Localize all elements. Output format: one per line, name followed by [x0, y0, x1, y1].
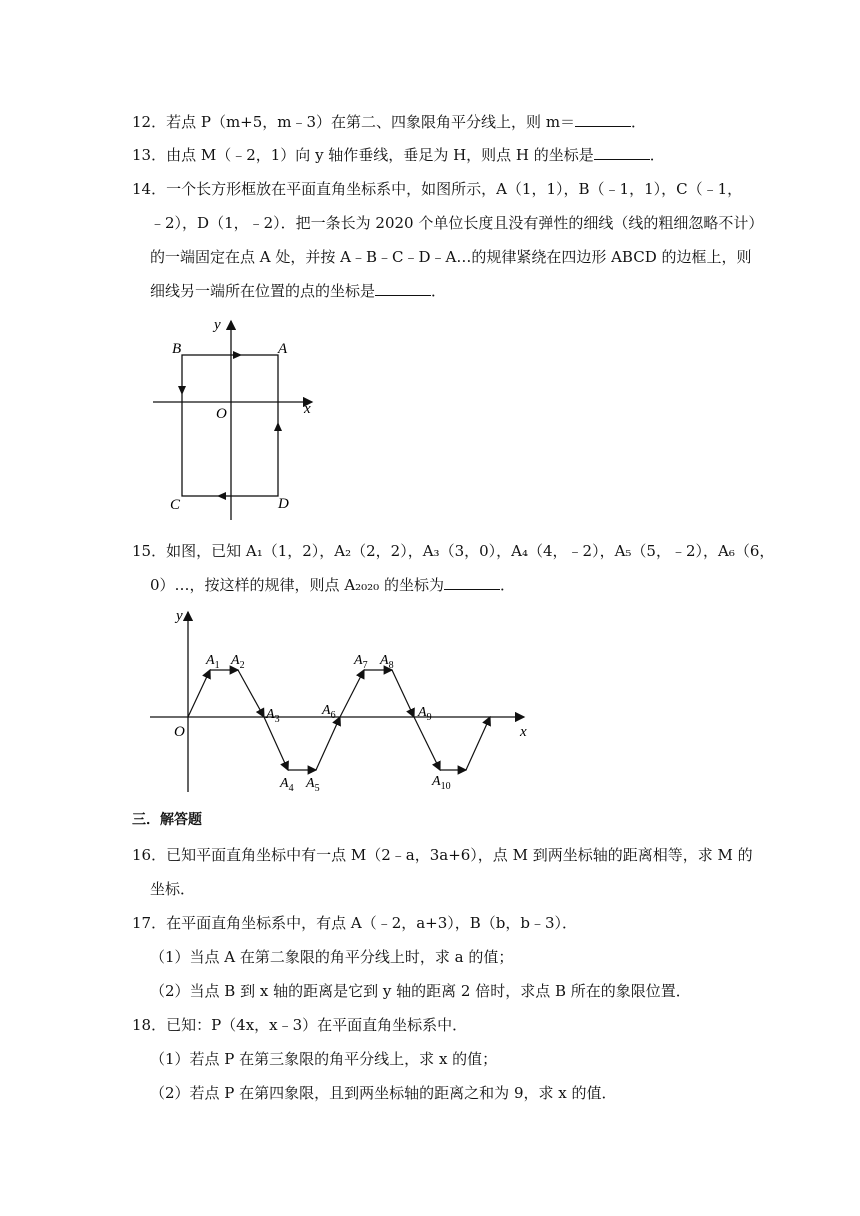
- section-heading: 三．解答题: [132, 812, 202, 828]
- label-a1: $A_1$: [206, 653, 220, 671]
- label-y: y: [176, 608, 183, 624]
- label-a8: $A_8$: [380, 653, 394, 671]
- answer-blank: [375, 281, 431, 296]
- question-12: 12．若点 P（m+5，m﹣3）在第二、四象限角平分线上，则 m＝ ．: [132, 113, 647, 131]
- arrow-a-to-b: [233, 351, 242, 359]
- question-16-line-2: 坐标．: [150, 880, 196, 898]
- rectangle-frame: [182, 355, 278, 496]
- answer-blank: [444, 575, 500, 590]
- segment-a8-a9: [392, 670, 414, 717]
- question-15-line-2: 0）…，按这样的规律，则点 A₂₀₂₀ 的坐标为 ．: [150, 576, 515, 594]
- label-a: A: [278, 341, 288, 357]
- label-a9: $A_9$: [418, 705, 432, 723]
- question-17-part-2: （2）当点 B 到 x 轴的距离是它到 y 轴的距离 2 倍时，求点 B 所在的象限位置．: [150, 982, 691, 1000]
- question-15-line-1: 15．如图，已知 A₁（1，2），A₂（2，2），A₃（3，0），A₄（4，﹣2），A₅（5，﹣2），A₆（6，: [132, 542, 775, 560]
- arrow-d-to-a: [274, 422, 282, 431]
- question-14-line-2: ﹣2），D（1，﹣2）．把一条长为 2020 个单位长度且没有弹性的细线（线的粗细忽略不计）: [150, 214, 764, 232]
- label-a3: $A_3$: [266, 707, 280, 725]
- figure-zigzag-points: [148, 602, 538, 797]
- question-17-part-1: （1）当点 A 在第二象限的角平分线上时，求 a 的值；: [150, 948, 514, 966]
- question-17-line-1: 17．在平面直角坐标系中，有点 A（﹣2，a+3），B（b，b﹣3）．: [132, 914, 578, 932]
- label-b: B: [172, 341, 182, 357]
- label-a10: $A_{10}$: [432, 774, 451, 792]
- label-a6: $A_6$: [322, 703, 336, 721]
- segment-a2-a3: [238, 670, 264, 717]
- question-14-line-3: 的一端固定在点 A 处，并按 A﹣B﹣C﹣D﹣A…的规律紧绕在四边形 ABCD 的边框上，则: [150, 248, 752, 266]
- arrow-c-to-d: [217, 492, 226, 500]
- label-a2: $A_2$: [231, 653, 245, 671]
- figure-rectangle-abcd: [150, 315, 322, 525]
- answer-blank: [575, 112, 631, 127]
- label-origin: O: [216, 406, 227, 422]
- label-x: x: [304, 401, 311, 417]
- segment-a9-a10: [414, 717, 440, 770]
- question-14-line-4: 细线另一端所在位置的点的坐标是 ．: [150, 282, 447, 300]
- question-18-part-2: （2）若点 P 在第四象限，且到两坐标轴的距离之和为 9，求 x 的值．: [150, 1084, 617, 1102]
- arrow-b-to-c: [178, 386, 186, 395]
- segment-a11-a12: [466, 717, 490, 770]
- question-16-line-1: 16．已知平面直角坐标中有一点 M（2﹣a，3a+6），点 M 到两坐标轴的距离相等，求 M 的: [132, 846, 753, 864]
- answer-blank: [594, 145, 650, 160]
- label-d: D: [278, 496, 289, 512]
- question-13: 13．由点 M（﹣2，1）向 y 轴作垂线，垂足为 H，则点 H 的坐标是 ．: [132, 146, 665, 164]
- label-a5: $A_5$: [306, 776, 320, 794]
- label-a7: $A_7$: [354, 653, 368, 671]
- segment-o-a1: [188, 670, 210, 717]
- label-x: x: [520, 724, 527, 740]
- label-c: C: [170, 497, 181, 513]
- question-18-line-1: 18．已知：P（4x，x﹣3）在平面直角坐标系中．: [132, 1016, 468, 1034]
- label-a4: $A_4$: [280, 776, 294, 794]
- question-12-text: 12．若点 P（m+5，m﹣3）在第二、四象限角平分线上，则 m＝: [132, 113, 576, 131]
- label-origin: O: [174, 724, 185, 740]
- question-18-part-1: （1）若点 P 在第三象限的角平分线上，求 x 的值；: [150, 1050, 498, 1068]
- question-14-line-1: 14．一个长方形框放在平面直角坐标系中，如图所示，A（1，1），B（﹣1，1），C（﹣1，: [132, 180, 743, 198]
- label-y: y: [214, 317, 221, 333]
- question-13-text: 13．由点 M（﹣2，1）向 y 轴作垂线，垂足为 H，则点 H 的坐标是: [132, 146, 594, 164]
- segment-a5-a6: [316, 717, 340, 770]
- segment-a6-a7: [340, 670, 364, 717]
